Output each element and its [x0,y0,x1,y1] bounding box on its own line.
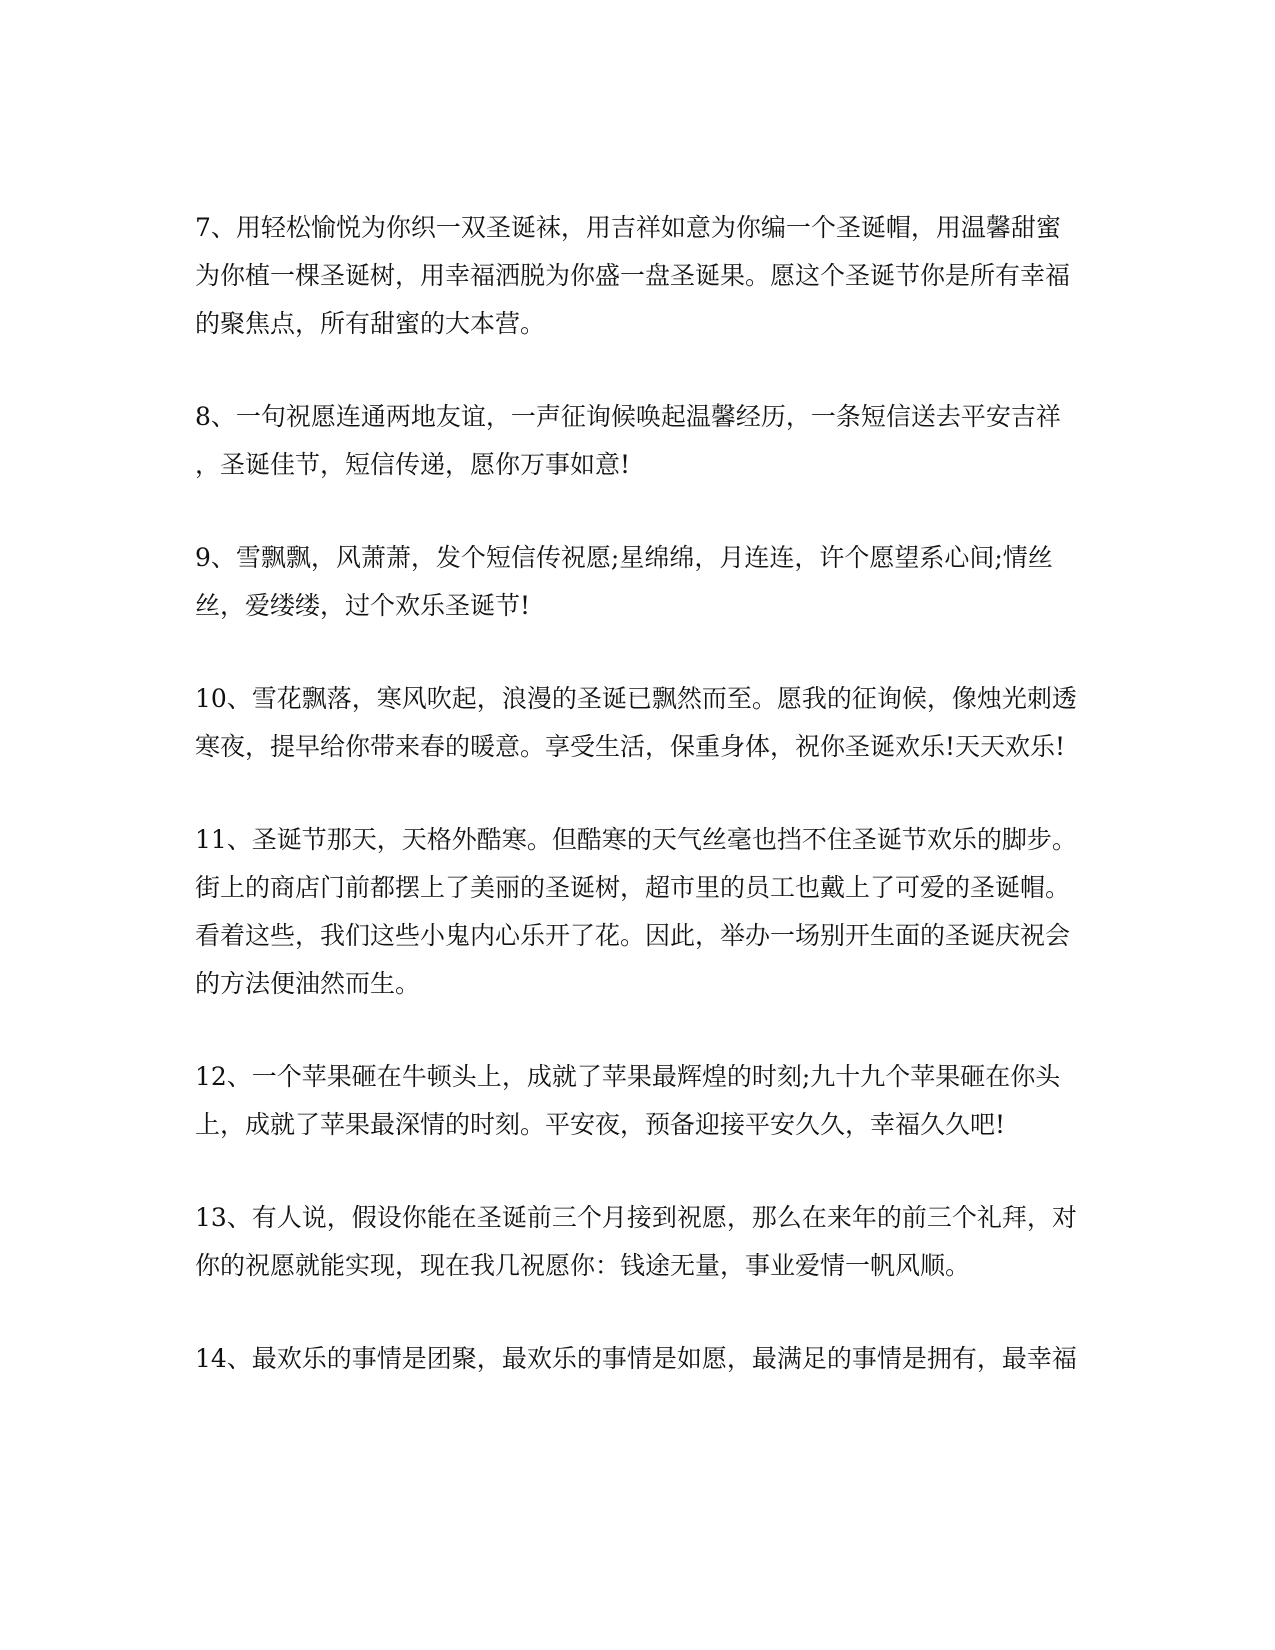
text-line: 为你植一棵圣诞树，用幸福洒脱为你盛一盘圣诞果。愿这个圣诞节你是所有幸福 [195,261,1071,290]
document-body [195,204,1080,1428]
text-line: 11、圣诞节那天，天格外酷寒。但酷寒的天气丝毫也挡不住圣诞节欢乐的脚步。 [195,825,1077,854]
text-line: 上，成就了苹果最深情的时刻。平安夜，预备迎接平安久久，幸福久久吧! [195,1110,1006,1139]
text-line: 你的祝愿就能实现，现在我几祝愿你：钱途无量，事业爱情一帆风顺。 [195,1251,971,1280]
text-line: 9、雪飘飘，风萧萧，发个短信传祝愿;星绵绵，月连连，许个愿望系心间;情丝 [195,543,1053,572]
text-line: 寒夜，提早给你带来春的暖意。享受生活，保重身体，祝你圣诞欢乐!天天欢乐! [195,732,1066,761]
paragraph-9 [195,534,1080,630]
text-line: 丝，爱缕缕，过个欢乐圣诞节! [195,591,531,620]
text-line: 7、用轻松愉悦为你织一双圣诞袜，用吉祥如意为你编一个圣诞帽，用温馨甜蜜 [195,213,1061,242]
paragraph-11 [195,816,1080,1008]
text-line: 街上的商店门前都摆上了美丽的圣诞树，超市里的员工也戴上了可爱的圣诞帽。 [195,873,1071,902]
paragraph-10 [195,675,1080,771]
text-line: 10、雪花飘落，寒风吹起，浪漫的圣诞已飘然而至。愿我的征询候，像烛光刺透 [195,684,1077,713]
paragraph-7 [195,204,1080,348]
paragraph-13 [195,1194,1080,1290]
text-line: 看着这些，我们这些小鬼内心乐开了花。因此，举办一场别开生面的圣诞庆祝会 [195,921,1071,950]
text-line: 8、一句祝愿连通两地友谊，一声征询候唤起温馨经历，一条短信送去平安吉祥 [195,402,1061,431]
paragraph-14 [195,1335,1080,1383]
text-line: ，圣诞佳节，短信传递，愿你万事如意! [195,450,631,479]
text-line: 12、一个苹果砸在牛顿头上，成就了苹果最辉煌的时刻;九十九个苹果砸在你头 [195,1062,1061,1091]
text-line: 13、有人说，假设你能在圣诞前三个月接到祝愿，那么在来年的前三个礼拜，对 [195,1203,1077,1232]
text-line: 的聚焦点，所有甜蜜的大本营。 [195,309,546,338]
text-line: 14、最欢乐的事情是团聚，最欢乐的事情是如愿，最满足的事情是拥有，最幸福 [195,1344,1077,1373]
text-line: 的方法便油然而生。 [195,969,421,998]
paragraph-12 [195,1053,1080,1149]
paragraph-8 [195,393,1080,489]
